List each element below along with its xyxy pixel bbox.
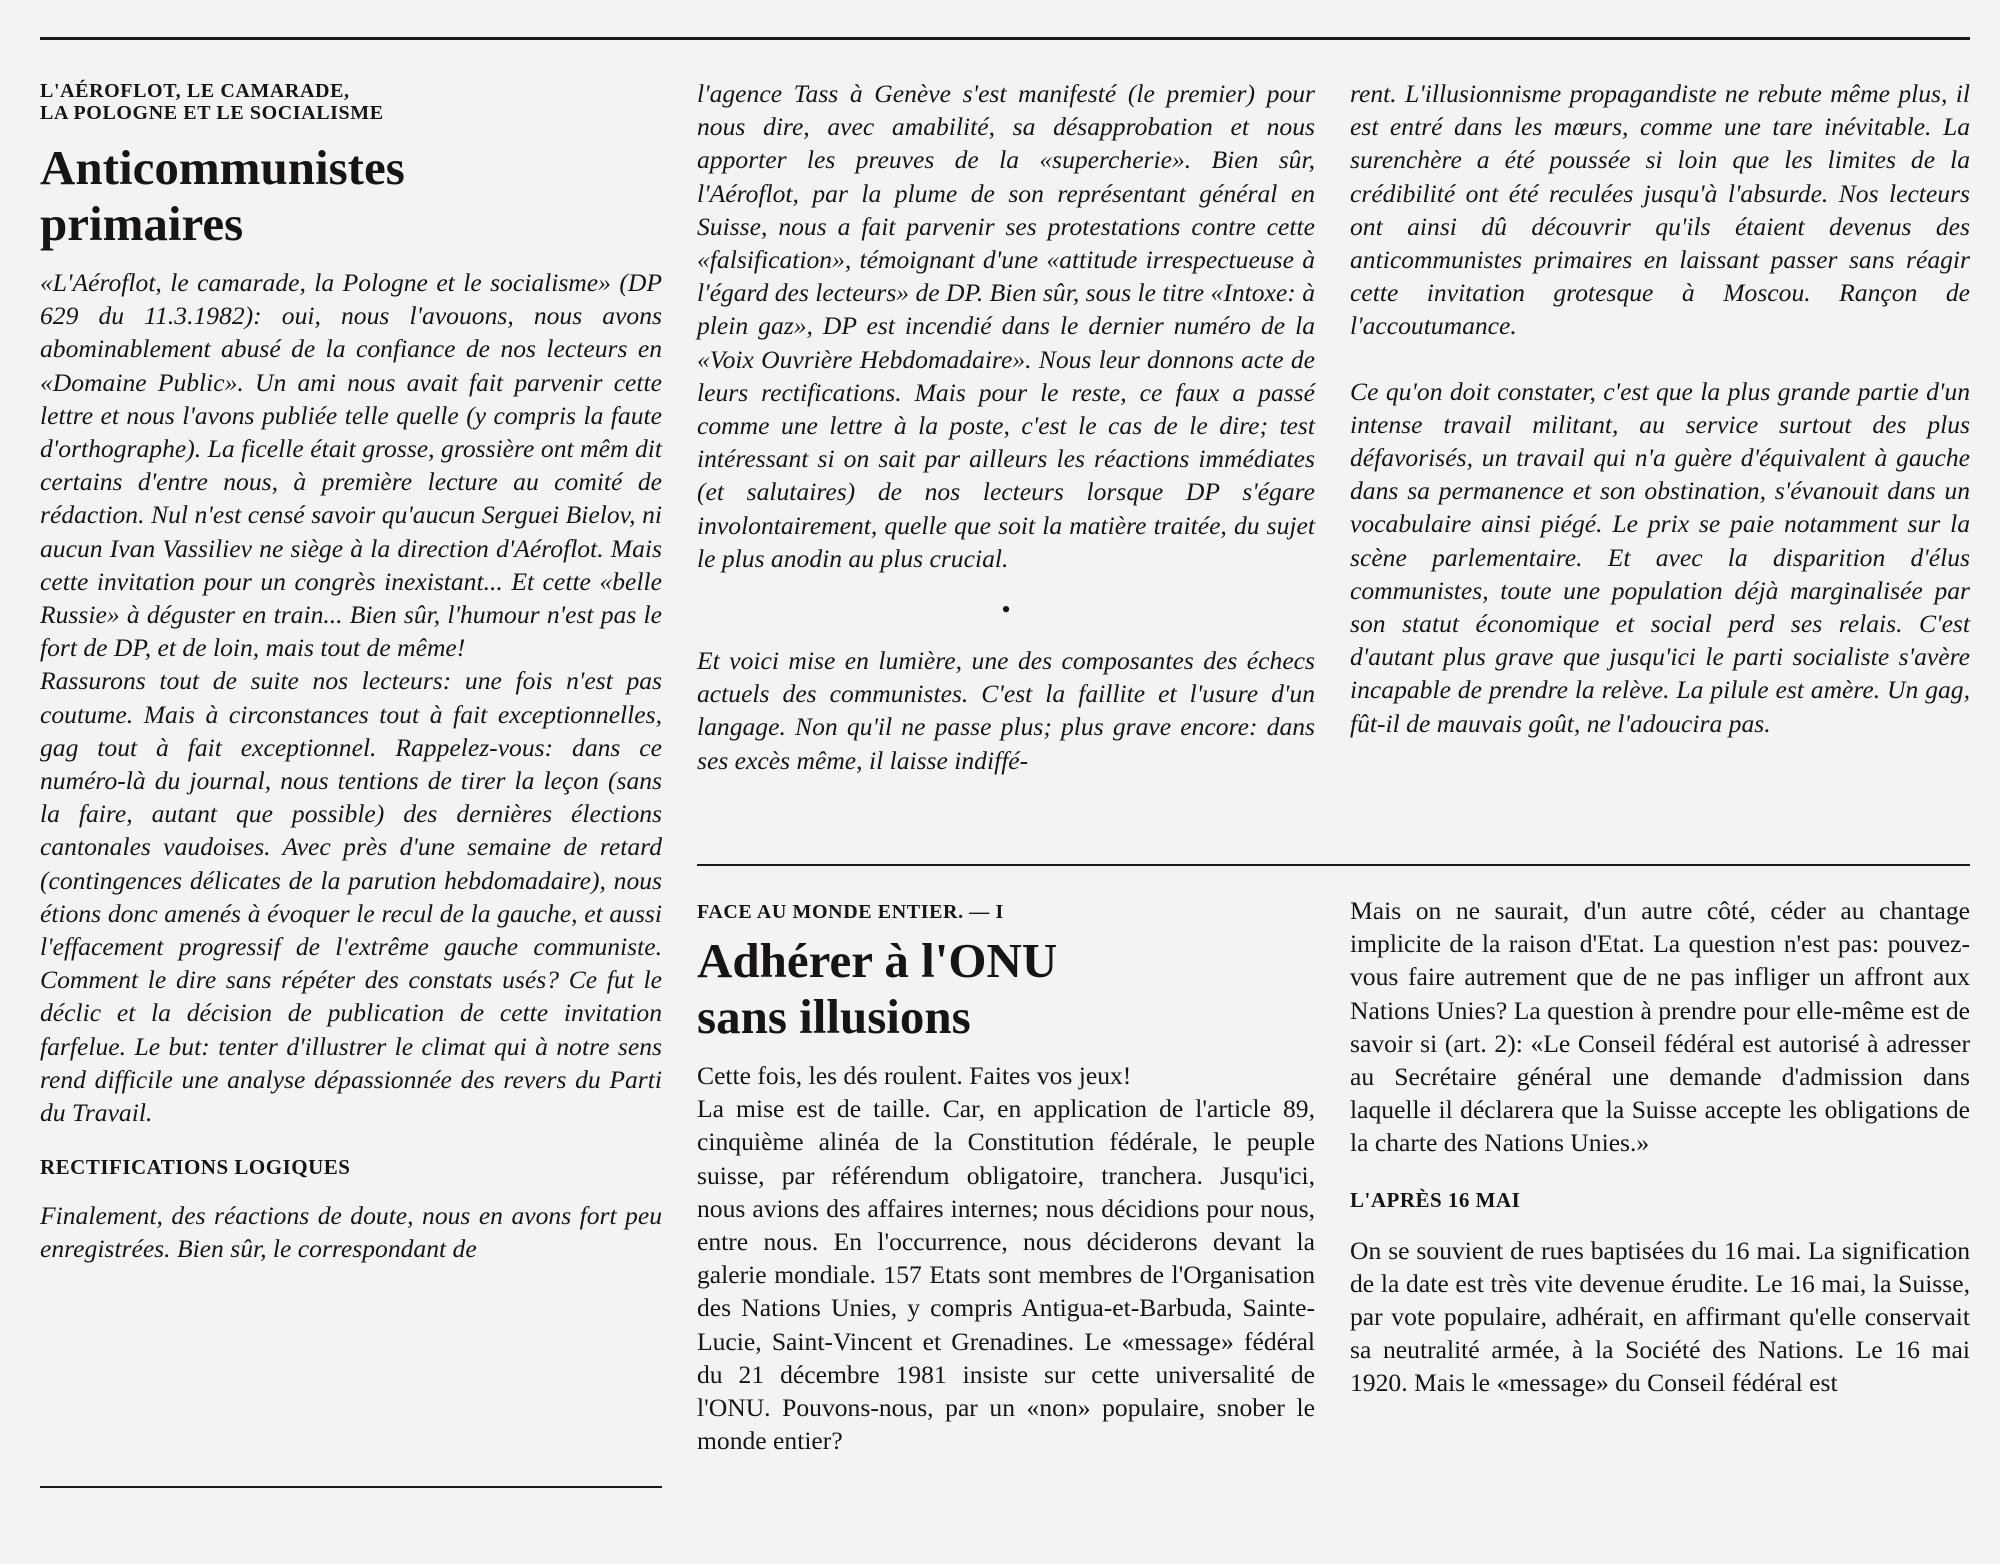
mid-rule	[697, 864, 1970, 866]
article1-subhead: RECTIFICATIONS LOGIQUES	[40, 1155, 351, 1180]
article1-separator: •	[1001, 595, 1011, 625]
article1-paragraph-1: «L'Aéroflot, le camarade, la Pologne et le socialisme» (DP 629 du 11.3.1982): oui, nous l'avouons, nous avons abominablement abusé de la confiance de nos lecteurs en «Domaine Public». Un ami nous avait fait parvenir cette lettre et nous l'avons publiée telle quelle (y compris la faute d'orthographe). La ficelle était grosse, grossière ont mêm dit certains d'entre nous, à première lecture au comité de rédaction. Nul n'est censé savoir qu'aucun Serguei Bielov, ni aucun Ivan Vassiliev ne siège à la direction d'Aéroflot. Mais cette invitation pour un congrès inexistant... Et cette «belle Russie» à déguster en train... Bien sûr, l'humour n'est pas le fort de DP, et de loin, mais tout de même!	[40, 268, 662, 663]
article2-headline-line2: sans illusions	[697, 989, 971, 1044]
bottom-rule-left	[40, 1486, 662, 1488]
article2-headline-line1: Adhérer à l'ONU	[697, 933, 1058, 988]
article1-kicker-line2: LA POLOGNE ET LE SOCIALISME	[40, 102, 384, 124]
article2-kicker: FACE AU MONDE ENTIER. — I	[697, 901, 1004, 923]
article1-paragraph-3: Finalement, des réactions de doute, nous en avons fort peu enregistrées. Bien sûr, le correspondant de	[40, 1201, 662, 1264]
article1-column1	[40, 80, 662, 1266]
article1-headline-line1: Anticommunistes	[40, 140, 405, 195]
article1-kicker-line1: L'AÉROFLOT, LE CAMARADE,	[40, 80, 350, 102]
article1-col3-paragraph-1: rent. L'illusionnisme propagandiste ne rebute même plus, il est entré dans les mœurs, comme une tare inévitable. La surenchère a été poussée si loin que les limites de la crédibilité ont été reculées jusqu'à l'absurde. Nos lecteurs ont ainsi dû découvrir qu'ils étaient devenus des anticommunistes primaires en laissant passer sans réagir cette invitation grotesque à Moscou. Rançon de l'accoutumance.	[1350, 79, 1970, 341]
article1-headline-line2: primaires	[40, 196, 244, 251]
article2-paragraph-2: La mise est de taille. Car, en application de l'article 89, cinquième alinéa de la Constitution fédérale, le peuple suisse, par référendum obligatoire, tranchera. Jusqu'ici, nous avions des affaires internes; nous décidions pour nous, entre nous. En l'occurrence, nous déciderons devant la galerie mondiale. 157 Etats sont membres de l'Organisation des Nations Unies, y compris Antigua-et-Barbuda, Sainte-Lucie, Saint-Vincent et Grenadines. Le «message» fédéral du 21 décembre 1981 insiste sur cette universalité de l'ONU. Pouvons-nous, par un «non» populaire, snober le monde entier?	[697, 1094, 1315, 1456]
article2-col3-paragraph-2: On se souvient de rues baptisées du 16 mai. La signification de la date est très vite devenue érudite. Le 16 mai, la Suisse, par vote populaire, adhérait, en affirmant qu'elle conservait sa neutralité armée, à la Société des Nations. Le 16 mai 1920. Mais le «message» du Conseil fédéral est	[1350, 1235, 1970, 1398]
article1-col3-paragraph-2: Ce qu'on doit constater, c'est que la plus grande partie d'un intense travail militant, au service surtout des plus défavorisés, un travail qui n'a guère d'équivalent à gauche dans sa permanence et son obstination, s'évanouit dans un vocabulaire ainsi piégé. Le prix se paie notamment sur la scène parlementaire. Et avec la disparition d'élus communistes, toute une population déjà marginalisée par son statut économique et social perd ses relais. C'est d'autant plus grave que jusqu'ici le parti socialiste s'avère incapable de prendre la relève. La pilule est amère. Un gag, fût-il de mauvais goût, ne l'adoucira pas.	[1350, 376, 1970, 738]
article2-paragraph-1: Cette fois, les dés roulent. Faites vos jeux!	[697, 1061, 1132, 1090]
article1-col2-paragraph-1: l'agence Tass à Genève s'est manifesté (le premier) pour nous dire, avec amabilité, sa désapprobation et nous apporter les preuves de la «supercherie». Bien sûr, l'Aéroflot, par la plume de son représentant général en Suisse, nous a fait parvenir ses protestations contre cette «falsification», témoignant d'une «attitude irrespectueuse à l'égard des lecteurs» de DP. Bien sûr, sous le titre «Intoxe: à plein gaz», DP est incendié dans le dernier numéro de la «Voix Ouvrière Hebdomadaire». Nous leur donnons acte de leurs rectifications. Mais pour le reste, ce faux a passé comme une lettre à la poste, c'est le cas de le dire; test intéressant si on sait par ailleurs les réactions immédiates (et salutaires) de nos lecteurs lorsque DP s'égare involontairement, quelle que soit la matière traitée, du sujet le plus anodin au plus crucial.	[697, 79, 1315, 573]
article2-column3	[1350, 894, 1970, 1400]
article1-column3	[1350, 77, 1970, 740]
article2-column2	[697, 901, 1315, 1457]
article1-column2	[697, 77, 1315, 777]
article2-subhead: L'APRÈS 16 MAI	[1350, 1187, 1521, 1212]
article2-col3-paragraph-1: Mais on ne saurait, d'un autre côté, céder au chantage implicite de la raison d'Etat. La question n'est pas: pouvez-vous faire autrement que de ne pas infliger un affront aux Nations Unies? La question à prendre pour elle-même est de savoir si (art. 2): «Le Conseil fédéral est autorisé à adresser au Secrétaire général une demande d'admission dans laquelle il déclarera que la Suisse accepte les obligations de la charte des Nations Unies.»	[1350, 896, 1970, 1158]
top-rule	[40, 37, 1970, 40]
article1-paragraph-2: Rassurons tout de suite nos lecteurs: une fois n'est pas coutume. Mais à circonstances tout à fait exceptionnelles, gag tout à fait exceptionnel. Rappelez-vous: dans ce numéro-là du journal, nous tentions de tirer la leçon (sans la faire, autant que possible) des dernières élections cantonales vaudoises. Avec près d'une semaine de retard (contingences délicates de la parution hebdomadaire), nous étions donc amenés à évoquer le recul de la gauche, et aussi l'effacement progressif de l'extrême gauche communiste. Comment le dire sans répéter des constats usés? Ce fut le déclic et la décision de publication de cette invitation farfelue. Le but: tenter d'illustrer le climat qui à notre sens rend difficile une analyse dépassionnée des revers du Parti du Travail.	[40, 666, 662, 1128]
article1-col2-paragraph-2: Et voici mise en lumière, une des composantes des échecs actuels des communistes. C'est la faillite et l'usure d'un langage. Non qu'il ne passe plus; plus grave encore: dans ses excès même, il laisse indiffé-	[697, 646, 1315, 775]
